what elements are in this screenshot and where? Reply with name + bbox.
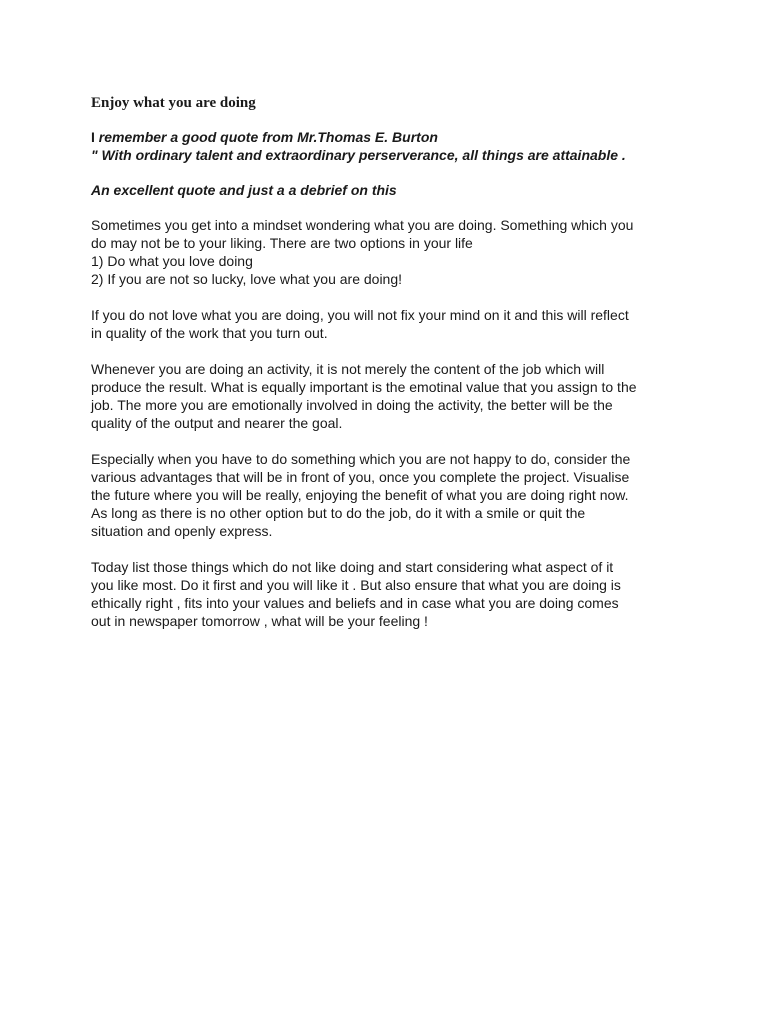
quote-block: [91, 128, 691, 164]
paragraph-line: Sometimes you get into a mindset wondering what you are doing. Something which you: [91, 217, 634, 233]
paragraph-line: in quality of the work that you turn out.: [91, 325, 328, 341]
quote-intro-prefix: I: [91, 129, 95, 145]
list-item-1: 1) Do what you love doing: [91, 253, 253, 269]
quote-intro-line: [91, 128, 691, 146]
paragraph-line: out in newspaper tomorrow , what will be your feeling !: [91, 613, 428, 629]
body-text: [91, 216, 691, 630]
paragraph-line: the future where you will be really, enjoying the benefit of what you are doing right now.: [91, 487, 629, 503]
paragraph-line: produce the result. What is equally important is the emotinal value that you assign to the: [91, 379, 637, 395]
paragraph-line: do may not be to your liking. There are two options in your life: [91, 235, 473, 251]
paragraph-2: [91, 306, 691, 342]
quote-intro-text: remember a good quote from Mr.Thomas E. Burton: [94, 129, 438, 145]
paragraph-line: Especially when you have to do something which you are not happy to do, consider the: [91, 451, 631, 467]
paragraph-line: situation and openly express.: [91, 523, 273, 539]
paragraph-line: job. The more you are emotionally involved in doing the activity, the better will be the: [91, 397, 613, 413]
paragraph-line: Today list those things which do not like doing and start considering what aspect of it: [91, 559, 614, 575]
paragraph-line: If you do not love what you are doing, you will not fix your mind on it and this will reflect: [91, 307, 629, 323]
quote-text: " With ordinary talent and extraordinary perserverance, all things are attainable .: [91, 147, 626, 163]
paragraph-5: [91, 558, 691, 630]
paragraph-4: [91, 450, 691, 540]
paragraph-1: [91, 216, 691, 288]
paragraph-line: As long as there is no other option but to do the job, do it with a smile or quit the: [91, 505, 586, 521]
list-item-2: 2) If you are not so lucky, love what you are doing!: [91, 271, 403, 287]
paragraph-line: you like most. Do it first and you will like it . But also ensure that what you are doing is: [91, 577, 621, 593]
paragraph-3: [91, 360, 691, 432]
paragraph-line: Whenever you are doing an activity, it is not merely the content of the job which will: [91, 361, 605, 377]
subheading: An excellent quote and just a a debrief on this: [91, 182, 397, 198]
paragraph-line: ethically right , fits into your values and beliefs and in case what you are doing comes: [91, 595, 619, 611]
document-title: Enjoy what you are doing: [91, 95, 256, 111]
document-page: [91, 94, 691, 648]
paragraph-line: quality of the output and nearer the goal.: [91, 415, 343, 431]
paragraph-line: various advantages that will be in front of you, once you complete the project. Visualise: [91, 469, 630, 485]
